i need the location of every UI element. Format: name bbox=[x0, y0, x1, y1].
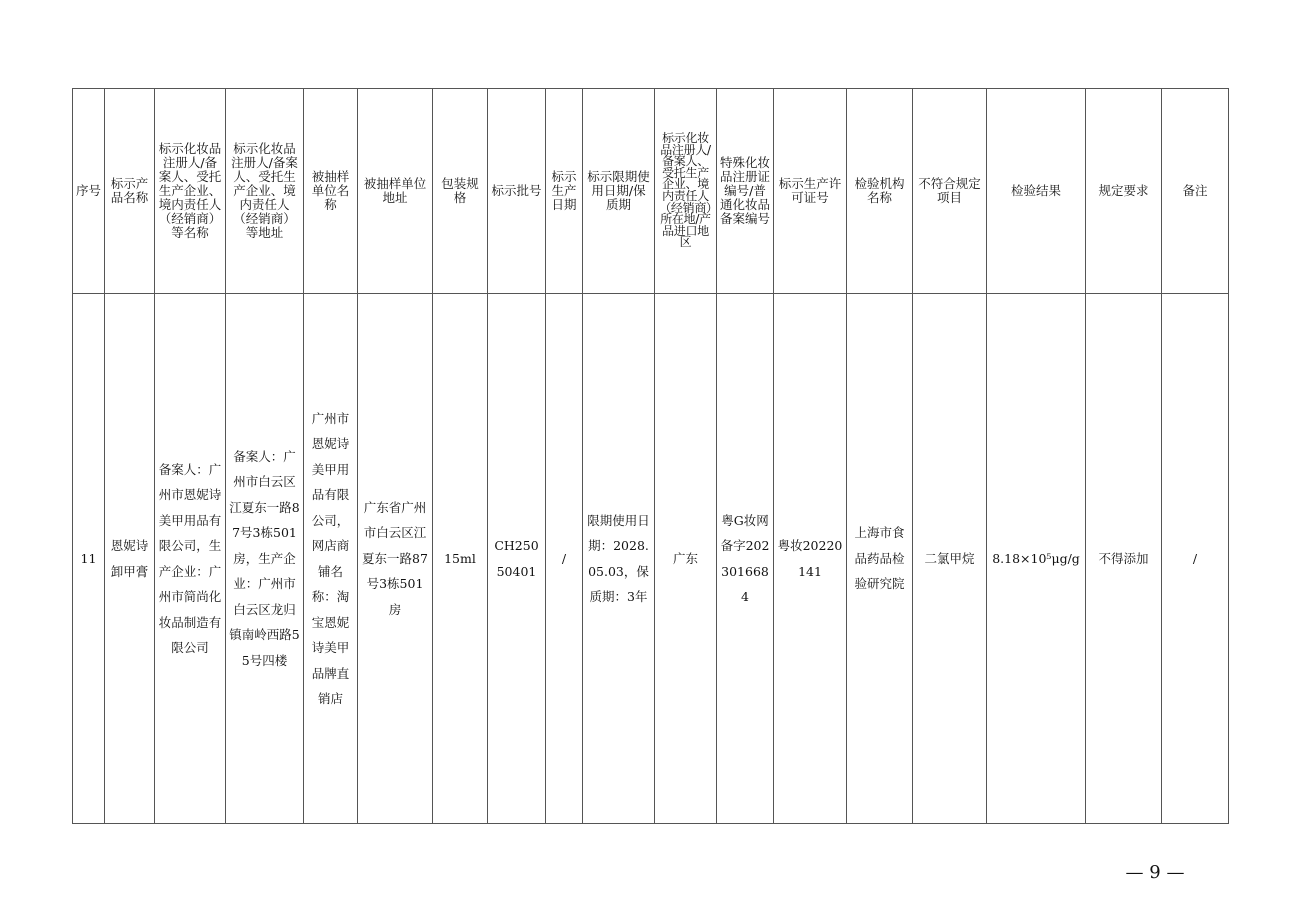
cell-seq: 11 bbox=[73, 294, 105, 824]
cell-company-name: 备案人：广州市恩妮诗美甲用品有限公司，生产企业：广州市简尚化妆品制造有限公司 bbox=[155, 294, 226, 824]
cell-nonconforming-item: 二氯甲烷 bbox=[913, 294, 987, 824]
header-expiry: 标示限期使用日期/保质期 bbox=[583, 89, 655, 294]
cell-product-name: 恩妮诗卸甲膏 bbox=[105, 294, 155, 824]
header-product-name: 标示产品名称 bbox=[105, 89, 155, 294]
header-result: 检验结果 bbox=[987, 89, 1086, 294]
cell-registration-no: 粤G妆网备字2023016684 bbox=[717, 294, 774, 824]
cell-license-no: 粤妆20220141 bbox=[774, 294, 847, 824]
header-batch-no: 标示批号 bbox=[488, 89, 546, 294]
header-company-address: 标示化妆品注册人/备案人、受托生产企业、境内责任人（经销商）等地址 bbox=[226, 89, 304, 294]
header-registration-no: 特殊化妆品注册证编号/普通化妆品备案编号 bbox=[717, 89, 774, 294]
cell-company-address: 备案人：广州市白云区江夏东一路87号3栋501房，生产企业：广州市白云区龙归镇南岭西路55号四楼 bbox=[226, 294, 304, 824]
header-sampled-unit-address: 被抽样单位地址 bbox=[358, 89, 433, 294]
table-header-row bbox=[73, 89, 1229, 294]
cell-remark: / bbox=[1162, 294, 1229, 824]
header-nonconforming-item: 不符合规定项目 bbox=[913, 89, 987, 294]
cell-requirement: 不得添加 bbox=[1086, 294, 1162, 824]
cell-batch-no: CH25050401 bbox=[488, 294, 546, 824]
header-company-name: 标示化妆品注册人/备案人、受托生产企业、境内责任人（经销商）等名称 bbox=[155, 89, 226, 294]
table-row bbox=[73, 294, 1229, 824]
header-remark: 备注 bbox=[1162, 89, 1229, 294]
cell-sampled-unit-name: 广州市恩妮诗美甲用品有限公司，网店商铺名称：淘宝恩妮诗美甲品牌直销店 bbox=[304, 294, 358, 824]
header-production-date: 标示生产日期 bbox=[546, 89, 583, 294]
cell-expiry: 限期使用日期：2028.05.03，保质期：3年 bbox=[583, 294, 655, 824]
page-number: — 9 — bbox=[1125, 862, 1185, 883]
cell-package-spec: 15ml bbox=[433, 294, 488, 824]
header-sampled-unit-name: 被抽样单位名称 bbox=[304, 89, 358, 294]
cell-production-date: / bbox=[546, 294, 583, 824]
header-package-spec: 包装规格 bbox=[433, 89, 488, 294]
cell-region: 广东 bbox=[655, 294, 717, 824]
cell-inspection-agency: 上海市食品药品检验研究院 bbox=[847, 294, 913, 824]
header-seq: 序号 bbox=[73, 89, 105, 294]
inspection-table bbox=[72, 88, 1229, 824]
header-region: 标示化妆品注册人/备案人、受托生产企业、境内责任人（经销商）所在地/产品进口地区 bbox=[655, 89, 717, 294]
header-inspection-agency: 检验机构名称 bbox=[847, 89, 913, 294]
header-requirement: 规定要求 bbox=[1086, 89, 1162, 294]
header-license-no: 标示生产许可证号 bbox=[774, 89, 847, 294]
cell-result: 8.18×10⁵μg/g bbox=[987, 294, 1086, 824]
cell-sampled-unit-address: 广东省广州市白云区江夏东一路87号3栋501房 bbox=[358, 294, 433, 824]
